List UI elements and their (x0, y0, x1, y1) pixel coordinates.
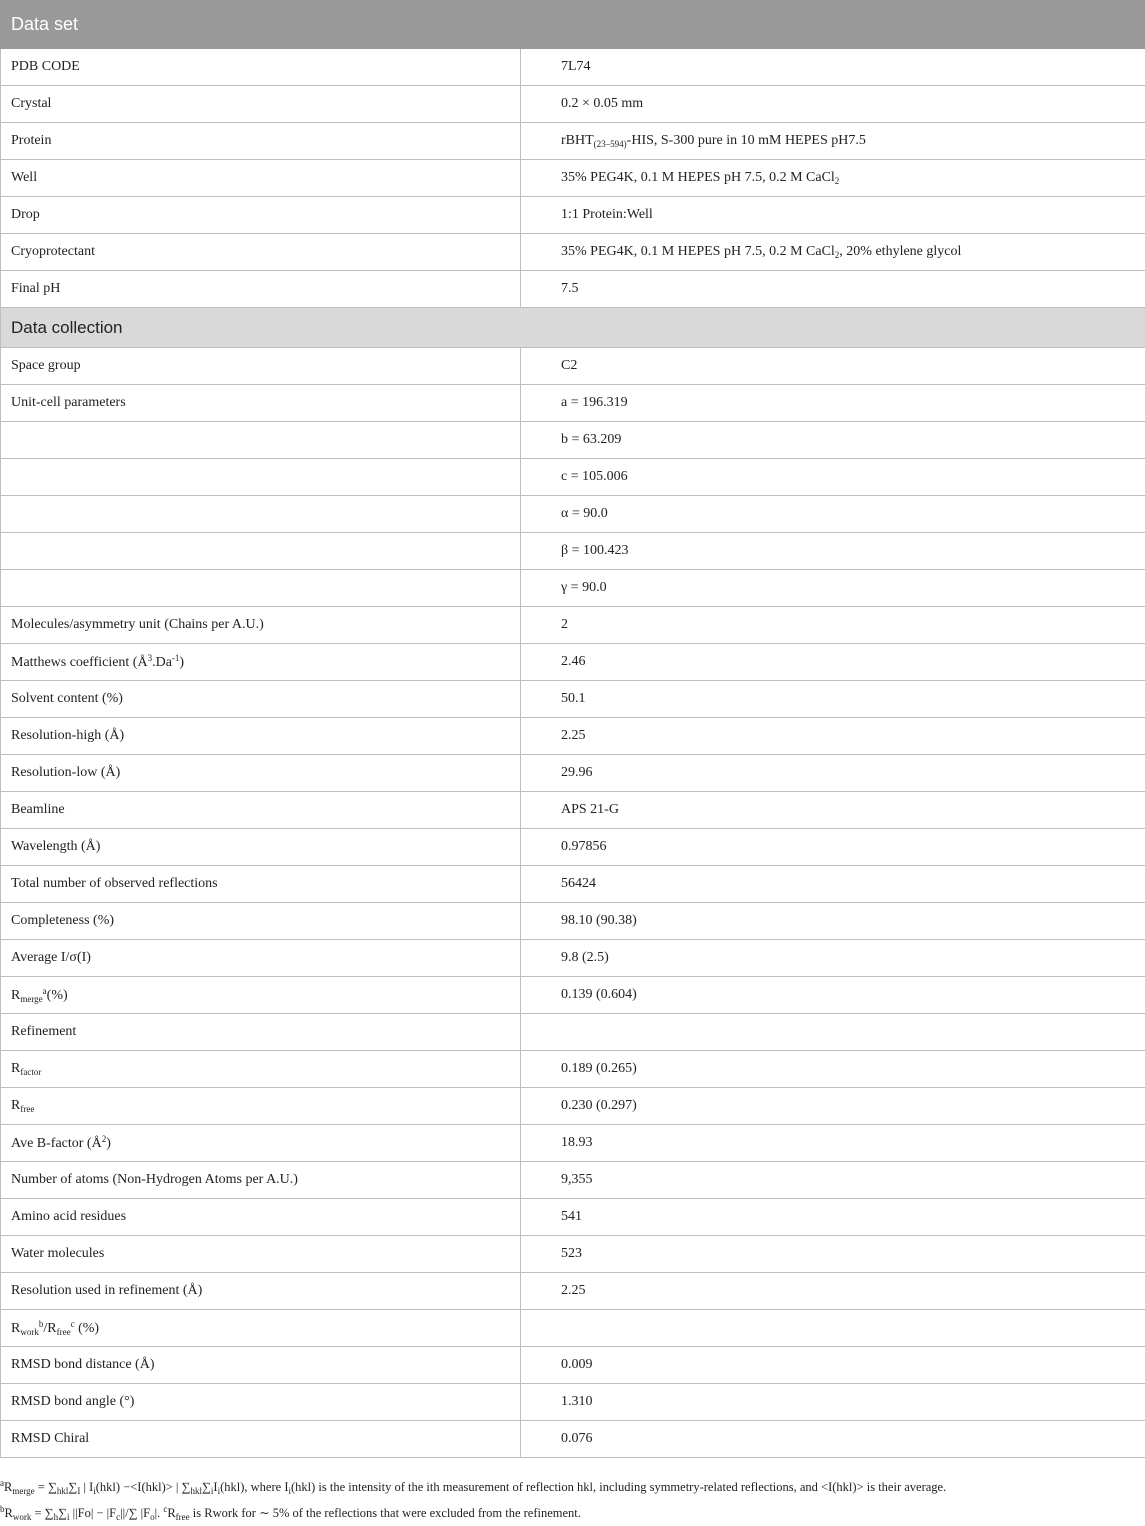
footnote-b-c: $^bR_{work} = \sum_h\sum_i$ $||Fo| - |F_c||/\sum$ $|F_o|$. $^cR_{free}$ is Rwork for ∼ 5% of the reflections that were excluded from the refinement. (0, 1500, 1145, 1526)
table-row (1, 792, 1145, 829)
table-row (1, 160, 1145, 197)
table-row (1, 197, 1145, 234)
row-value: 9,355 (521, 1162, 1145, 1199)
row-label: $R_{factor}$ (1, 1051, 521, 1088)
row-value: 98.10 (90.38) (521, 903, 1145, 940)
row-value: APS 21-G (521, 792, 1145, 829)
table-row (1, 718, 1145, 755)
section-title: Data set (1, 1, 1145, 49)
row-label: Resolution-high (Å) (1, 718, 521, 755)
table-row (1, 1051, 1145, 1088)
table-row (1, 607, 1145, 644)
row-label: Number of atoms (Non-Hydrogen Atoms per A.U.) (1, 1162, 521, 1199)
row-label: RMSD Chiral (1, 1421, 521, 1458)
row-value: 1.310 (521, 1384, 1145, 1421)
table-row (1, 1310, 1145, 1347)
row-label: Amino acid residues (1, 1199, 521, 1236)
row-label: Crystal (1, 86, 521, 123)
table-row (1, 1384, 1145, 1421)
row-value: 2.46 (521, 644, 1145, 681)
table-row (1, 940, 1145, 977)
row-value: 35% PEG4K, 0.1 M HEPES pH 7.5, 0.2 M CaCl$_2$ (521, 160, 1145, 197)
table-row (1, 644, 1145, 681)
row-value: α = 90.0 (521, 496, 1145, 533)
row-label: Final pH (1, 271, 521, 308)
table-row (1, 271, 1145, 308)
table-row (1, 422, 1145, 459)
table-row (1, 866, 1145, 903)
row-value: 0.076 (521, 1421, 1145, 1458)
section-header-data-collection (1, 308, 1145, 348)
row-label: $R_{free}$ (1, 1088, 521, 1125)
row-label: Protein (1, 123, 521, 160)
table-row (1, 977, 1145, 1014)
row-label: Average I/σ(I) (1, 940, 521, 977)
row-label (1, 570, 521, 607)
table-row (1, 681, 1145, 718)
table-row (1, 348, 1145, 385)
row-label: Drop (1, 197, 521, 234)
table-row (1, 459, 1145, 496)
row-label: Resolution-low (Å) (1, 755, 521, 792)
table-row (1, 903, 1145, 940)
table-row (1, 123, 1145, 160)
table-row (1, 49, 1145, 86)
row-label: $R_{work}^b/R_{free}^c$ (%) (1, 1310, 521, 1347)
table-row (1, 496, 1145, 533)
row-label: RMSD bond angle (°) (1, 1384, 521, 1421)
row-value: γ = 90.0 (521, 570, 1145, 607)
table-row (1, 385, 1145, 422)
row-label: PDB CODE (1, 49, 521, 86)
row-label: Molecules/asymmetry unit (Chains per A.U.) (1, 607, 521, 644)
row-value (521, 1014, 1145, 1051)
table-row (1, 1273, 1145, 1310)
table-row (1, 829, 1145, 866)
row-label: Solvent content (%) (1, 681, 521, 718)
row-value: β = 100.423 (521, 533, 1145, 570)
table-row (1, 755, 1145, 792)
row-value: 523 (521, 1236, 1145, 1273)
row-value: 7L74 (521, 49, 1145, 86)
row-label: Space group (1, 348, 521, 385)
row-value: 7.5 (521, 271, 1145, 308)
row-value: rBHT$_{(23-594)}$-HIS, S-300 pure in 10 mM HEPES pH7.5 (521, 123, 1145, 160)
table-row (1, 1347, 1145, 1384)
row-label: Resolution used in refinement (Å) (1, 1273, 521, 1310)
row-label: Beamline (1, 792, 521, 829)
table-row (1, 1199, 1145, 1236)
row-value: 0.189 (0.265) (521, 1051, 1145, 1088)
row-label: Wavelength (Å) (1, 829, 521, 866)
row-value: 0.2 × 0.05 mm (521, 86, 1145, 123)
table-row (1, 570, 1145, 607)
row-value: 541 (521, 1199, 1145, 1236)
row-value: 18.93 (521, 1125, 1145, 1162)
row-value: 2.25 (521, 718, 1145, 755)
row-label: $R_{merge}^a(\%)$ (1, 977, 521, 1014)
section-title: Data collection (1, 308, 1145, 348)
row-value: 2 (521, 607, 1145, 644)
row-value: 0.009 (521, 1347, 1145, 1384)
row-value: a = 196.319 (521, 385, 1145, 422)
row-label: Water molecules (1, 1236, 521, 1273)
row-value: 0.230 (0.297) (521, 1088, 1145, 1125)
row-value: 29.96 (521, 755, 1145, 792)
row-label: Total number of observed reflections (1, 866, 521, 903)
row-label (1, 533, 521, 570)
table-row (1, 1125, 1145, 1162)
table-row (1, 86, 1145, 123)
row-label: Well (1, 160, 521, 197)
row-value: 1:1 Protein:Well (521, 197, 1145, 234)
row-label: Unit-cell parameters (1, 385, 521, 422)
row-value: 2.25 (521, 1273, 1145, 1310)
table-row (1, 533, 1145, 570)
row-value: 56424 (521, 866, 1145, 903)
table-footnotes (0, 1474, 1145, 1526)
row-label: Ave B-factor $(Å^2)$ (1, 1125, 521, 1162)
section-header-data-set (1, 1, 1145, 49)
row-value: C2 (521, 348, 1145, 385)
row-label: Matthews coefficient $(Å^3.Da^{-1})$ (1, 644, 521, 681)
table-row (1, 1421, 1145, 1458)
table-row (1, 234, 1145, 271)
row-label (1, 459, 521, 496)
row-value: 0.97856 (521, 829, 1145, 866)
row-label (1, 496, 521, 533)
row-label: Cryoprotectant (1, 234, 521, 271)
row-label: RMSD bond distance (Å) (1, 1347, 521, 1384)
row-label: Completeness (%) (1, 903, 521, 940)
row-label: Refinement (1, 1014, 521, 1051)
row-value: 0.139 (0.604) (521, 977, 1145, 1014)
table-row (1, 1162, 1145, 1199)
row-value: 9.8 (2.5) (521, 940, 1145, 977)
table-row (1, 1088, 1145, 1125)
row-value: 35% PEG4K, 0.1 M HEPES pH 7.5, 0.2 M CaCl$_2$, 20% ethylene glycol (521, 234, 1145, 271)
row-value: 50.1 (521, 681, 1145, 718)
table-row (1, 1236, 1145, 1273)
row-value (521, 1310, 1145, 1347)
row-value: c = 105.006 (521, 459, 1145, 496)
table-row (1, 1014, 1145, 1051)
footnote-a: $^aR_{merge} = \sum_{hkl}\sum_I$ | $I_i(hkl) -<I(hkl)>$ | $\sum_{hkl}\sum_iI_i(hkl)$, where $I_i(hkl)$ is the intensity of the ith measurement of reflection hkl, including symmetry-related reflections, and <I(hkl)> is their average. (0, 1474, 1145, 1500)
row-label (1, 422, 521, 459)
row-value: b = 63.209 (521, 422, 1145, 459)
